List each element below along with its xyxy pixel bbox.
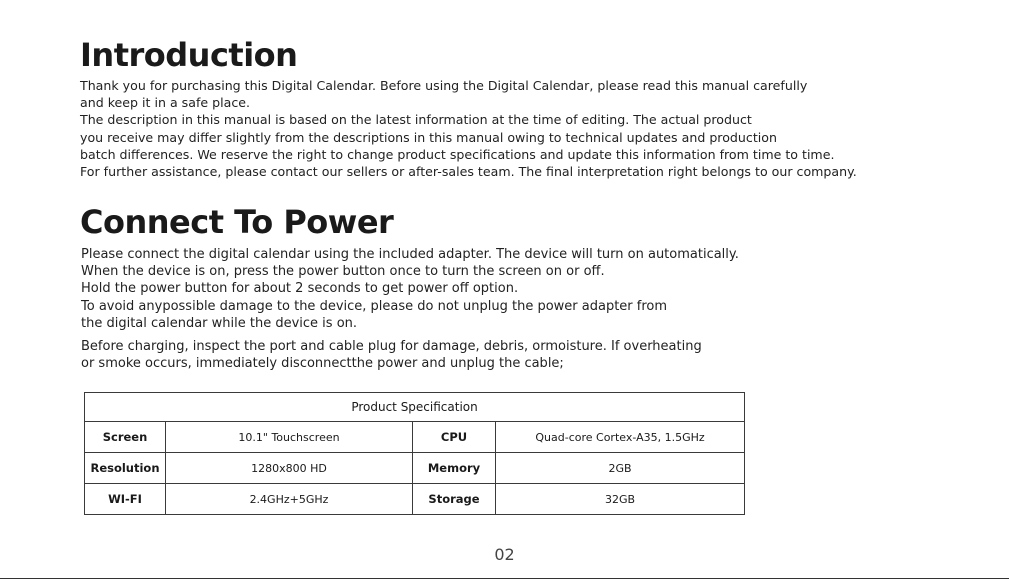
text-line: Thank you for purchasing this Digital Calendar. Before using the Digital Calendar, please read this manual carefully (80, 78, 808, 93)
text-line: you receive may differ slightly from the descriptions in this manual owing to technical updates and production (80, 129, 777, 145)
text-line: Hold the power button for about 2 seconds to get power off option. (81, 281, 519, 297)
connect-power-paragraph (81, 246, 739, 332)
text-line: or smoke occurs, immediately disconnectthe power and unplug the cable; (81, 356, 564, 372)
introduction-paragraph (80, 77, 857, 180)
text-line: For further assistance, please contact our sellers or after-sales team. The final interpretation right belongs to our company. (80, 164, 857, 180)
spec-label-screen: Screen (85, 422, 166, 453)
spec-value-storage: 32GB (496, 484, 745, 515)
table-title: Product Specification (85, 393, 745, 422)
spec-value-screen: 10.1" Touchscreen (166, 422, 413, 453)
spec-label-wifi: WI-FI (85, 484, 166, 515)
spec-value-wifi: 2.4GHz+5GHz (166, 484, 413, 515)
text-line: the digital calendar while the device is on. (81, 315, 358, 331)
text-line: To avoid anypossible damage to the device, please do not unplug the power adapter from (81, 298, 668, 314)
product-specification-table (84, 392, 745, 515)
table-row (85, 484, 745, 515)
charging-warning-paragraph (81, 338, 702, 372)
text-line: When the device is on, press the power button once to turn the screen on or off. (81, 264, 605, 280)
introduction-heading: Introduction (80, 36, 298, 74)
table-title-row (85, 393, 745, 422)
spec-label-resolution: Resolution (85, 453, 166, 484)
spec-value-cpu: Quad-core Cortex-A35, 1.5GHz (496, 422, 745, 453)
page-bottom-divider (0, 578, 1009, 579)
text-line: The description in this manual is based on the latest information at the time of editing. The actual product (80, 112, 752, 128)
text-line: Please connect the digital calendar using the included adapter. The device will turn on automatically. (81, 247, 739, 262)
text-line: Before charging, inspect the port and cable plug for damage, debris, ormoisture. If overheating (81, 339, 702, 354)
connect-to-power-heading: Connect To Power (80, 203, 394, 241)
spec-label-cpu: CPU (413, 422, 496, 453)
text-line: and keep it in a safe place. (80, 95, 251, 111)
table-row (85, 453, 745, 484)
page-number: 02 (494, 545, 515, 564)
spec-value-memory: 2GB (496, 453, 745, 484)
text-line: batch differences. We reserve the right to change product specifications and update this information from time to time. (80, 146, 835, 162)
table-row (85, 422, 745, 453)
spec-label-memory: Memory (413, 453, 496, 484)
spec-value-resolution: 1280x800 HD (166, 453, 413, 484)
spec-label-storage: Storage (413, 484, 496, 515)
